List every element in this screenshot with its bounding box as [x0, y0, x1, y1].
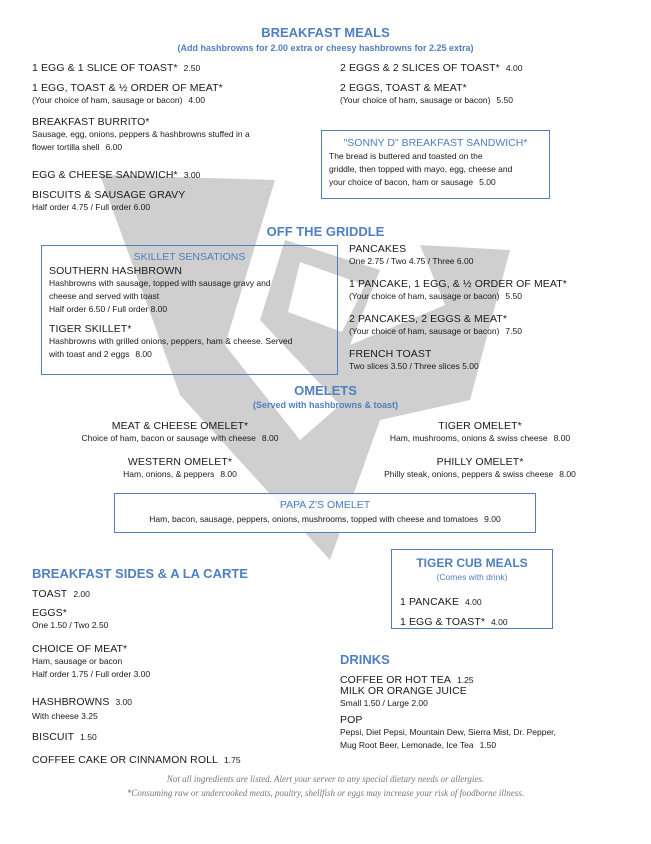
item-price: 8.00 — [135, 349, 152, 359]
item-detail: One 2.75 / Two 4.75 / Three 6.00 — [349, 256, 474, 266]
item-price: 9.00 — [484, 514, 501, 524]
item-price: 8.00 — [559, 469, 576, 479]
item-detail: (Your choice of ham, sausage or bacon) — [340, 95, 491, 105]
item-price: 3.00 — [115, 697, 132, 707]
side-biscuit — [32, 727, 97, 745]
drink-pop — [340, 714, 556, 752]
item-1-egg-meat — [32, 82, 223, 107]
omelet-western — [40, 456, 320, 481]
item-price: 6.00 — [105, 142, 123, 152]
sonny-d-box — [321, 130, 550, 199]
item-price: 7.50 — [505, 326, 522, 336]
item-name: 1 EGG & 1 SLICE OF TOAST* — [32, 62, 178, 74]
item-pancake-egg-meat — [349, 278, 567, 303]
item-price: 8.00 — [261, 433, 279, 443]
item-price: 8.00 — [553, 433, 571, 443]
item-detail: Half order 4.75 / Full order 6.00 — [32, 202, 151, 212]
side-hashbrowns — [32, 692, 132, 723]
item-name: BISCUITS & SAUSAGE GRAVY — [32, 189, 186, 201]
item-price: 4.00 — [465, 597, 482, 607]
item-detail: flower tortilla shell — [32, 142, 100, 152]
item-biscuits-gravy — [32, 189, 185, 214]
item-price: 1.25 — [457, 675, 474, 685]
skillet-box — [41, 245, 338, 375]
item-2-eggs-toast — [340, 58, 522, 76]
breakfast-title: BREAKFAST MEALS — [261, 25, 390, 40]
item-price: 5.00 — [479, 177, 496, 187]
item-name: 1 PANCAKE — [400, 596, 460, 608]
item-name: 1 EGG & TOAST* — [400, 616, 486, 628]
item-name: 2 EGGS, TOAST & MEAT* — [340, 82, 467, 94]
item-name: TIGER SKILLET* — [49, 323, 132, 335]
item-detail: Sausage, egg, onions, peppers & hashbrowns stuffed in a — [32, 129, 250, 139]
item-detail: Philly steak, onions, peppers & swiss cheese — [384, 469, 554, 479]
side-eggs — [32, 607, 108, 632]
item-name: TIGER OMELET* — [438, 420, 522, 432]
item-name: 1 PANCAKE, 1 EGG, & ½ ORDER OF MEAT* — [349, 278, 567, 290]
item-detail: Hashbrowns with sausage, topped with sausage gravy and — [49, 278, 271, 288]
sonny-d-title: "SONNY D" BREAKFAST SANDWICH* — [343, 137, 528, 149]
item-price: 4.00 — [505, 63, 523, 73]
item-detail: Ham, bacon, sausage, peppers, onions, mushrooms, topped with cheese and tomatoes — [149, 514, 479, 524]
item-name: COFFEE CAKE OR CINNAMON ROLL — [32, 754, 218, 766]
sides-title: BREAKFAST SIDES & A LA CARTE — [32, 566, 248, 581]
item-name: COFFEE OR HOT TEA — [340, 674, 451, 686]
omelet-philly — [340, 456, 620, 481]
item-price: 8.00 — [220, 469, 237, 479]
item-name: CHOICE OF MEAT* — [32, 643, 128, 655]
side-toast — [32, 584, 90, 602]
item-detail: Half order 1.75 / Full order 3.00 — [32, 669, 151, 679]
item-detail: One 1.50 / Two 2.50 — [32, 620, 109, 630]
item-detail: cheese and served with toast — [49, 291, 160, 301]
tiger-cub-subtitle: (Comes with drink) — [436, 572, 508, 582]
item-detail: Choice of ham, bacon or sausage with cheese — [81, 433, 256, 443]
sonny-d-desc: your choice of bacon, ham or sausage — [329, 177, 474, 187]
item-name: FRENCH TOAST — [349, 348, 432, 360]
item-detail: with toast and 2 eggs — [49, 349, 130, 359]
item-name: 1 EGG, TOAST & ½ ORDER OF MEAT* — [32, 82, 223, 94]
item-2-pancakes — [349, 313, 522, 338]
item-detail: Two slices 3.50 / Three slices 5.00 — [349, 361, 479, 371]
item-detail: Half order 6.50 / Full order 8.00 — [49, 304, 168, 314]
item-name: BISCUIT — [32, 731, 75, 743]
item-name: 2 PANCAKES, 2 EGGS & MEAT* — [349, 313, 508, 325]
omelet-tiger — [340, 420, 620, 445]
item-detail: (Your choice of ham, sausage or bacon) — [32, 95, 183, 105]
item-name: PANCAKES — [349, 243, 407, 255]
item-name: MILK OR ORANGE JUICE — [340, 685, 467, 697]
item-price: 4.00 — [491, 617, 508, 627]
item-name: EGGS* — [32, 607, 67, 619]
drink-milk-oj — [340, 685, 467, 710]
omelets-title: OMELETS — [294, 383, 357, 398]
item-price: 2.00 — [73, 589, 90, 599]
item-detail: Ham, mushrooms, onions & swiss cheese — [389, 433, 548, 443]
item-detail: Mug Root Beer, Lemonade, Ice Tea — [340, 740, 474, 750]
item-egg-cheese — [32, 165, 200, 183]
item-detail: (Your choice of ham, sausage or bacon) — [349, 326, 500, 336]
item-name: SOUTHERN HASHBROWN — [49, 265, 183, 277]
griddle-title: OFF THE GRIDDLE — [266, 224, 385, 239]
item-detail: With cheese 3.25 — [32, 711, 98, 721]
item-price: 5.50 — [496, 95, 513, 105]
omelet-meat-cheese — [40, 420, 320, 445]
consumption-warning: *Consuming raw or undercooked meats, poultry, shellfish or eggs may increase your risk of foodborne illness. — [126, 788, 525, 798]
item-name: MEAT & CHEESE OMELET* — [111, 420, 249, 432]
item-name: 2 EGGS & 2 SLICES OF TOAST* — [340, 62, 500, 74]
side-coffee-cake — [32, 750, 241, 768]
item-detail: Hashbrowns with grilled onions, peppers, ham & cheese. Served — [49, 336, 293, 346]
item-pancakes — [349, 243, 473, 268]
item-name: PHILLY OMELET* — [436, 456, 524, 468]
tiger-cub-box — [391, 549, 553, 629]
drinks-title: DRINKS — [340, 652, 390, 667]
papa-z-title: PAPA Z'S OMELET — [279, 499, 371, 511]
sonny-d-desc: The bread is buttered and toasted on the — [329, 151, 483, 161]
omelets-subtitle: (Served with hashbrowns & toast) — [252, 400, 399, 410]
item-price: 1.75 — [224, 755, 241, 765]
item-price: 2.50 — [183, 63, 201, 73]
item-2-eggs-meat — [340, 82, 513, 107]
item-detail: Ham, sausage or bacon — [32, 656, 123, 666]
item-price: 3.00 — [183, 170, 201, 180]
skillet-title: SKILLET SENSATIONS — [133, 251, 246, 263]
allergy-notice: Not all ingredients are listed. Alert your server to any special dietary needs or allergies. — [166, 774, 485, 784]
item-name: BREAKFAST BURRITO* — [32, 116, 150, 128]
tiger-cub-title: TIGER CUB MEALS — [416, 556, 528, 570]
side-meat — [32, 643, 150, 681]
item-name: TOAST — [32, 588, 68, 600]
item-detail: Ham, onions, & peppers — [123, 469, 215, 479]
item-detail: (Your choice of ham, sausage or bacon) — [349, 291, 500, 301]
sonny-d-desc: griddle, then topped with mayo, egg, cheese and — [329, 164, 513, 174]
item-price: 1.50 — [80, 732, 97, 742]
item-name: WESTERN OMELET* — [127, 456, 233, 468]
papa-z-box — [114, 493, 536, 533]
item-detail: Small 1.50 / Large 2.00 — [340, 698, 428, 708]
item-name: EGG & CHEESE SANDWICH* — [32, 169, 178, 181]
item-name: HASHBROWNS — [32, 696, 110, 708]
item-name: POP — [340, 714, 363, 726]
item-price: 4.00 — [188, 95, 205, 105]
item-french-toast — [349, 348, 479, 373]
item-price: 5.50 — [505, 291, 522, 301]
item-1-egg-toast — [32, 58, 200, 76]
breakfast-subtitle: (Add hashbrowns for 2.00 extra or cheesy hashbrowns for 2.25 extra) — [177, 43, 474, 53]
item-burrito — [32, 116, 250, 154]
item-detail: Pepsi, Diet Pepsi, Mountain Dew, Sierra Mist, Dr. Pepper, — [340, 727, 556, 737]
item-price: 1.50 — [479, 740, 497, 750]
